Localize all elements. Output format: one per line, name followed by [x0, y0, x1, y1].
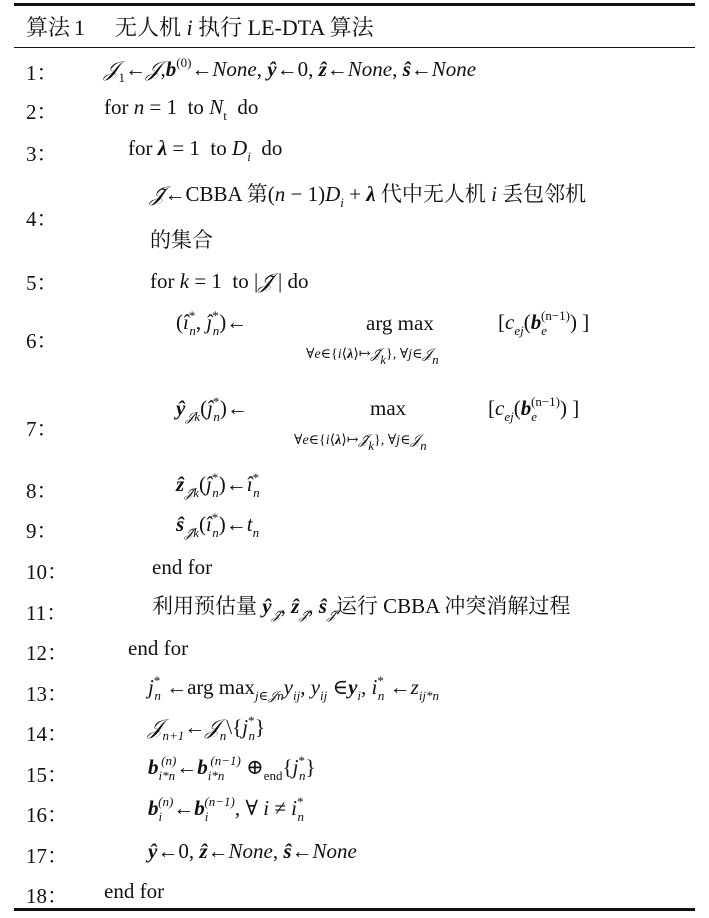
code-line-17: ŷ←0, ẑ←None, ŝ←None [148, 839, 357, 863]
line-number-12: 12： [26, 641, 68, 665]
caption-label: 算法 [26, 15, 71, 40]
line-number-11: 11： [26, 601, 68, 625]
line-number-5: 5： [26, 271, 58, 295]
line-number-9: 9： [26, 519, 58, 543]
table-bottom-rule [14, 908, 695, 911]
code-line-12: end for [128, 636, 189, 660]
line-number-17: 17： [26, 844, 68, 868]
code-line-13: $j^*_n$ ←arg $\max_{j\in 𝒥n}y_{ij}$, $y_{ij}$ $\in y_i$, $i^*_n$ $\leftarrow z_{ij*n}$ [148, 673, 440, 703]
code-line-4: 𝒥̃←CBBA 第$(n - 1)D_i + \lambda$ 代中无人机 i 丢包邻机 [150, 182, 587, 210]
code-line-6: ($î^*_n$, $ĵ^*_n)\leftarrow$ [176, 308, 248, 338]
caption-number: 1 [74, 15, 86, 40]
max-operator-7: max [370, 396, 407, 420]
table-top-rule [14, 3, 695, 6]
code-line-9: $ŝ_{𝒥̃k}(î^*_n)\leftarrow t_n$ [176, 510, 260, 540]
code-line-8: $ẑ_{𝒥̃k}(ĵ^*_n)\leftarrow î^*_n$ [176, 470, 260, 500]
code-line-15: $b_{i*n}^{(n)}\leftarrow b_{i*n}^{(n-1)}$ $\oplus_{end}\{j^*_n\}$ [148, 753, 316, 783]
code-line-6-bracket: [$c_{ej}(b_e^{(n-1)})$ ] [498, 308, 590, 338]
line-number-8: 8： [26, 479, 58, 503]
code-line-16: $b_i^{(n)}\leftarrow b_i^{(n-1)}$, ∀ $i \ne i^*_n$ [148, 794, 305, 824]
caption-rule [14, 47, 695, 48]
line-number-2: 2： [26, 100, 58, 124]
argmax-operator-6: arg max [366, 311, 434, 335]
line-number-16: 16： [26, 803, 68, 827]
line-number-4: 4： [26, 207, 58, 231]
code-line-5: for k = 1 to |𝒥̃ | do [150, 269, 309, 293]
line-number-13: 13： [26, 682, 68, 706]
code-line-3: for λ = 1 to $D_i$ do [128, 136, 283, 164]
code-line-4-cont: 的集合 [150, 228, 213, 252]
code-line-11: 利用预估量 $ŷ_{𝒥̃}$, ẑ$_{𝒥̃}$, $ŝ_{𝒥̃}$运行 CBBA 冲突消解过程 [152, 594, 571, 622]
line-number-6: 6： [26, 329, 58, 353]
code-line-7: $ŷ_{𝒥k}(ĵ^*_n)\leftarrow$ [176, 394, 248, 424]
line-number-14: 14： [26, 722, 68, 746]
line-number-3: 3： [26, 142, 58, 166]
line-number-7: 7： [26, 417, 58, 441]
code-line-18: end for [104, 879, 165, 903]
max-condition-7: ∀e∈{i⟨λ⟩↦𝒥̃k}, ∀j∈𝒥n [294, 433, 427, 453]
argmax-condition-6: ∀e∈{i⟨λ⟩↦𝒥̃k}, ∀j∈𝒥n [306, 347, 439, 367]
code-line-2: for n = 1 to $N_t$ do [104, 95, 259, 123]
line-number-1: 1： [26, 61, 58, 85]
algorithm-caption [26, 11, 374, 42]
line-number-18: 18： [26, 884, 68, 908]
line-number-15: 15： [26, 763, 68, 787]
code-line-7-bracket: [$c_{ej}(b_e^{(n-1)})$ ] [488, 394, 580, 424]
caption-title: 无人机 i 执行 LE-DTA 算法 [115, 15, 374, 40]
code-line-1: $𝒥_1\leftarrow 𝒥,b^{(0)}\leftarrow None$, ŷ←0, ẑ←None, ŝ←None [104, 55, 477, 85]
line-number-10: 10： [26, 560, 68, 584]
code-line-14: $𝒥_{n+1}\leftarrow 𝒥_n\backslash\{j^*_n\}$ [148, 713, 266, 743]
code-line-10: end for [152, 555, 213, 579]
